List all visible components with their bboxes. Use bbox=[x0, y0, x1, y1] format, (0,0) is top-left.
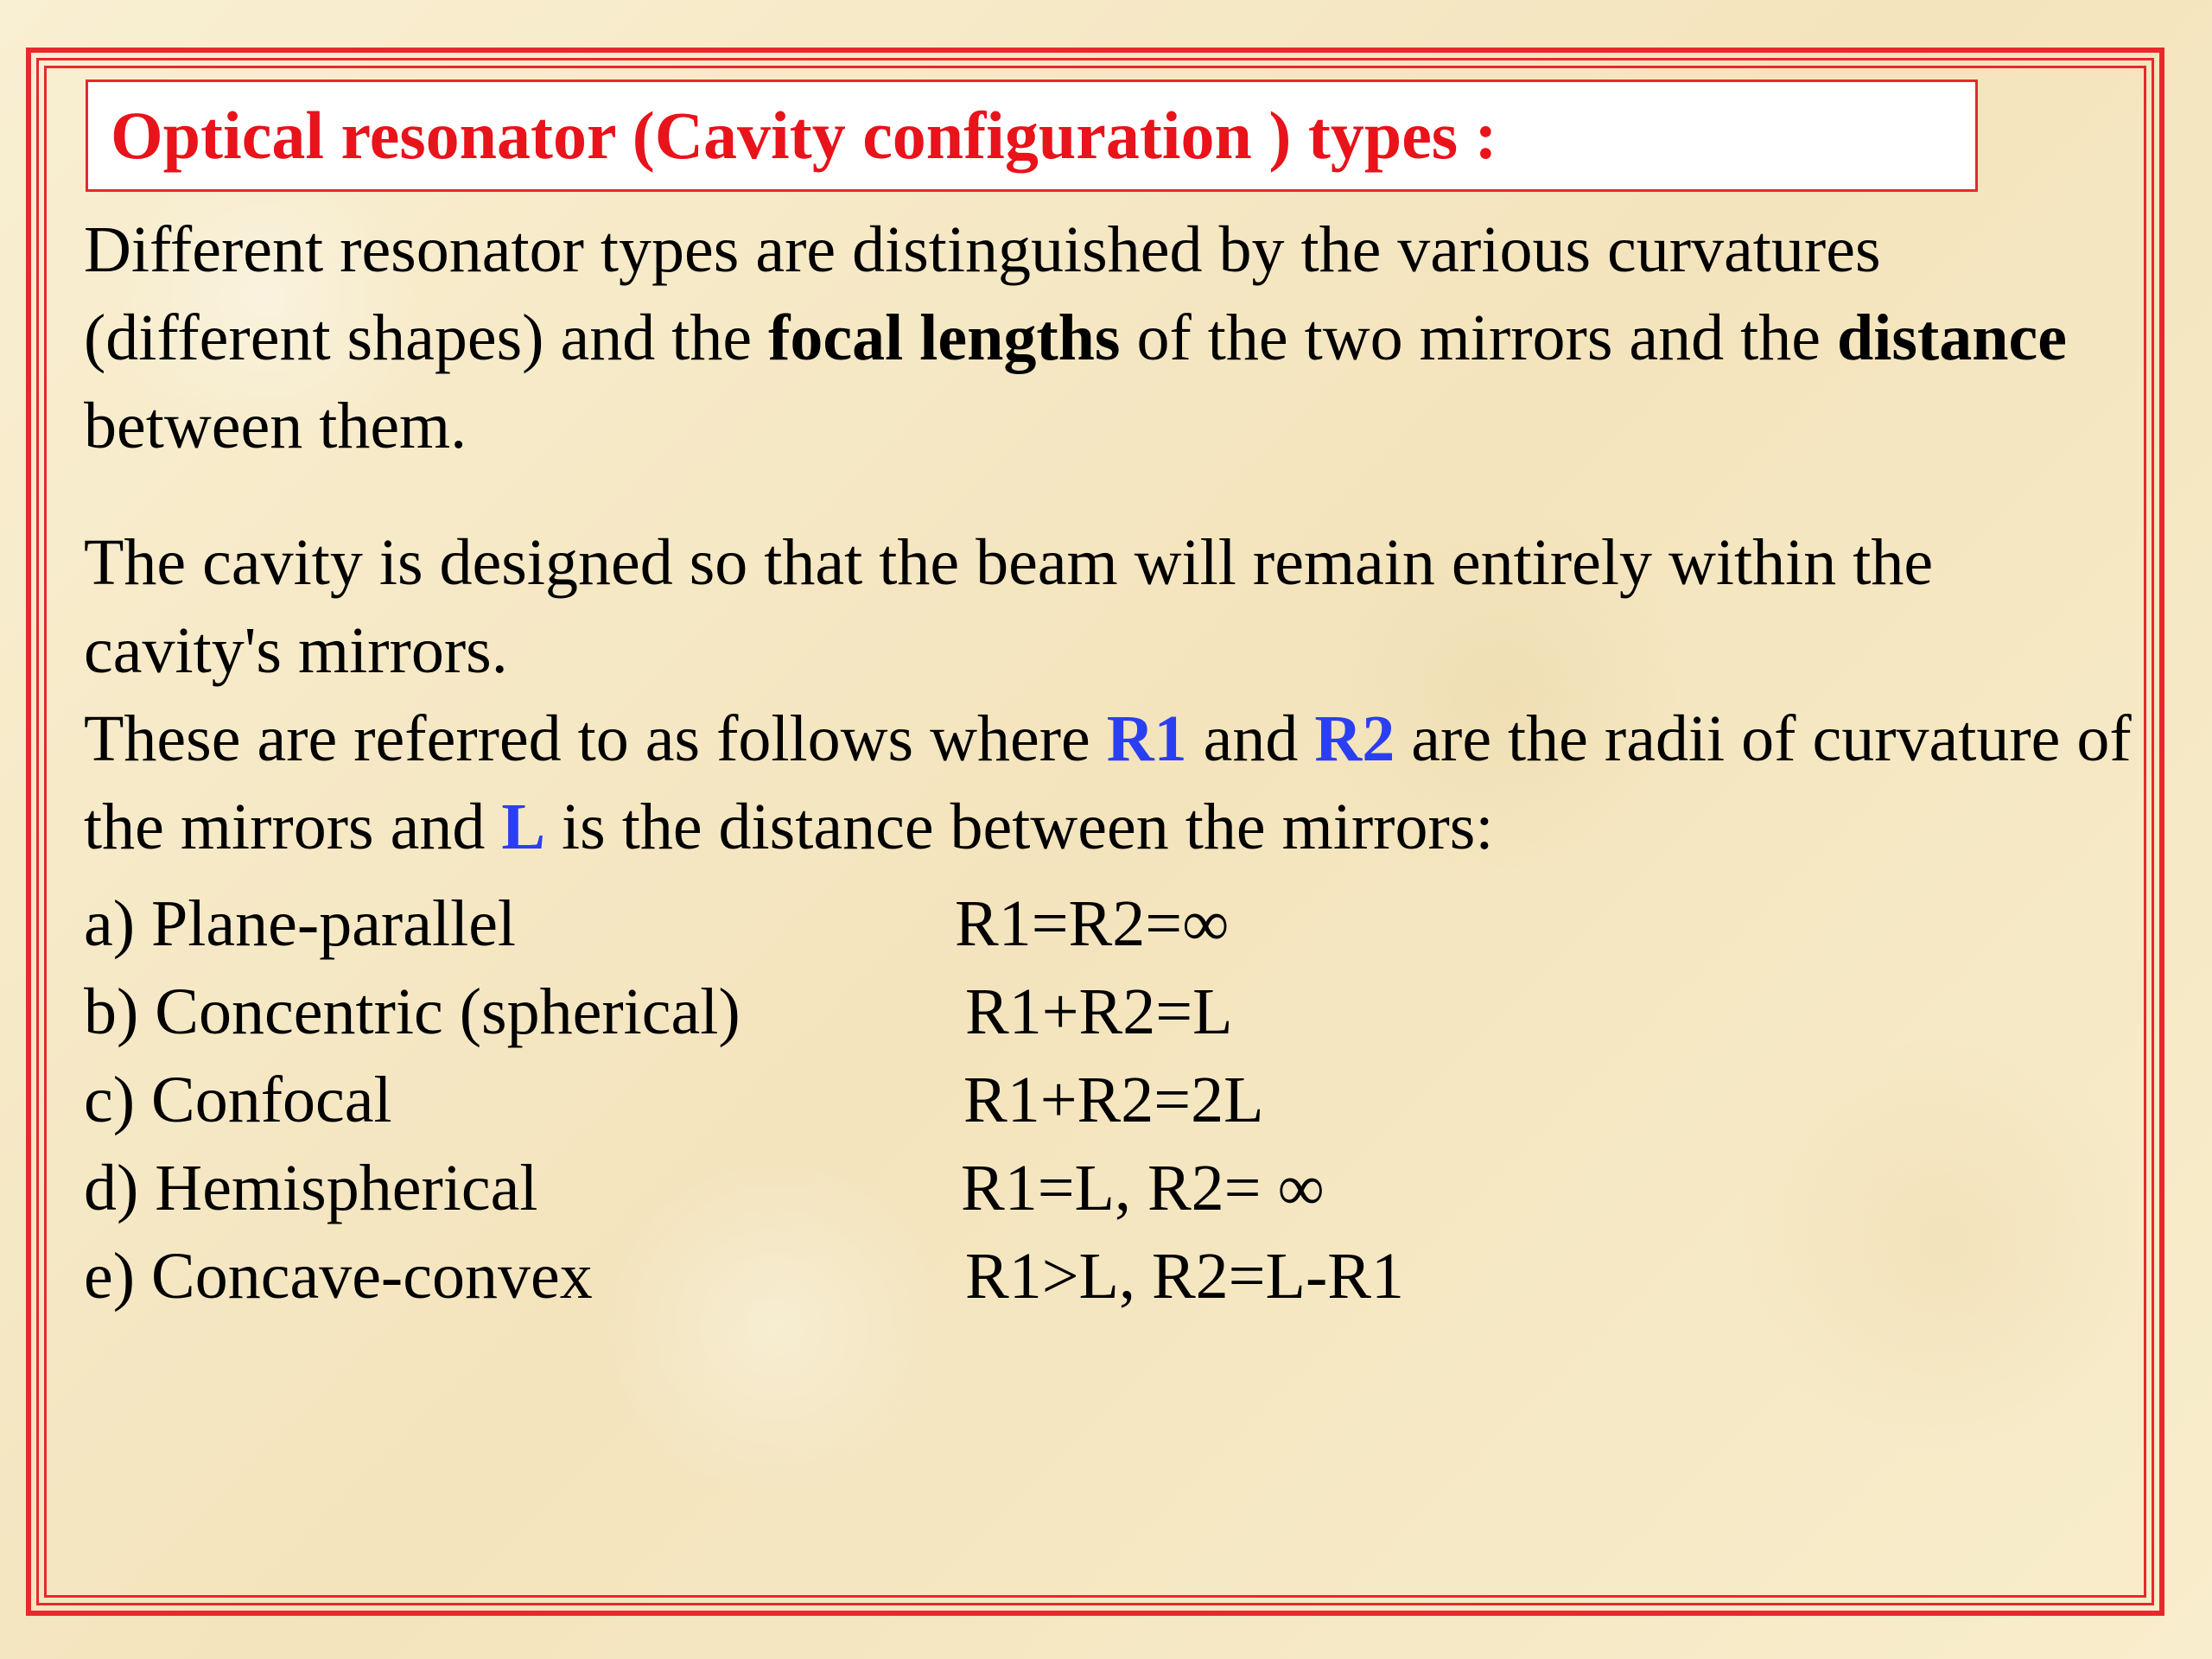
symbol-r2: R2 bbox=[1314, 702, 1395, 775]
type-label: e) Concave-convex bbox=[84, 1240, 593, 1313]
type-label: a) Plane-parallel bbox=[84, 887, 517, 960]
list-item bbox=[84, 1144, 2140, 1232]
term-distance: distance bbox=[1836, 302, 2067, 374]
list-item bbox=[84, 880, 2140, 968]
type-label: c) Confocal bbox=[84, 1064, 392, 1136]
slide-content bbox=[84, 206, 2140, 1320]
type-label: b) Concentric (spherical) bbox=[84, 976, 741, 1048]
type-equation: R1+R2=2L bbox=[963, 1064, 1264, 1136]
para2-text-1: These are referred to as follows where bbox=[84, 702, 1107, 775]
para1-text-1: Different resonator types are distinguished by the various curvatures (different shapes) and the bbox=[84, 213, 1881, 374]
type-label: d) Hemispherical bbox=[84, 1152, 538, 1224]
symbol-r1: R1 bbox=[1106, 702, 1187, 775]
paragraph-resonator-types bbox=[84, 206, 2140, 470]
type-equation: R1=R2=∞ bbox=[955, 887, 1230, 960]
resonator-types-list bbox=[84, 880, 2140, 1320]
para2-line-1: The cavity is designed so that the beam will remain entirely within the cavity's mirrors. bbox=[84, 526, 1934, 687]
para2-text-2: and bbox=[1186, 702, 1315, 775]
slide-title: Optical resonator (Cavity configuration ) types : bbox=[111, 98, 1497, 173]
type-equation: R1=L, R2= ∞ bbox=[961, 1152, 1325, 1224]
para2-text-3: are the radii of curvature of the mirrors and bbox=[84, 702, 2132, 863]
list-item bbox=[84, 968, 2140, 1056]
para1-text-2: of the two mirrors and the bbox=[1120, 302, 1837, 374]
paragraph-cavity-design bbox=[84, 518, 2140, 871]
list-item bbox=[84, 1232, 2140, 1320]
list-item bbox=[84, 1056, 2140, 1144]
term-focal-lengths: focal lengths bbox=[768, 302, 1121, 374]
type-equation: R1+R2=L bbox=[965, 976, 1233, 1048]
symbol-l: L bbox=[501, 791, 546, 863]
title-box bbox=[86, 79, 1978, 192]
para2-text-4: is the distance between the mirrors: bbox=[545, 791, 1494, 863]
type-equation: R1>L, R2=L-R1 bbox=[965, 1240, 1404, 1313]
para1-text-3: between them. bbox=[84, 390, 467, 462]
